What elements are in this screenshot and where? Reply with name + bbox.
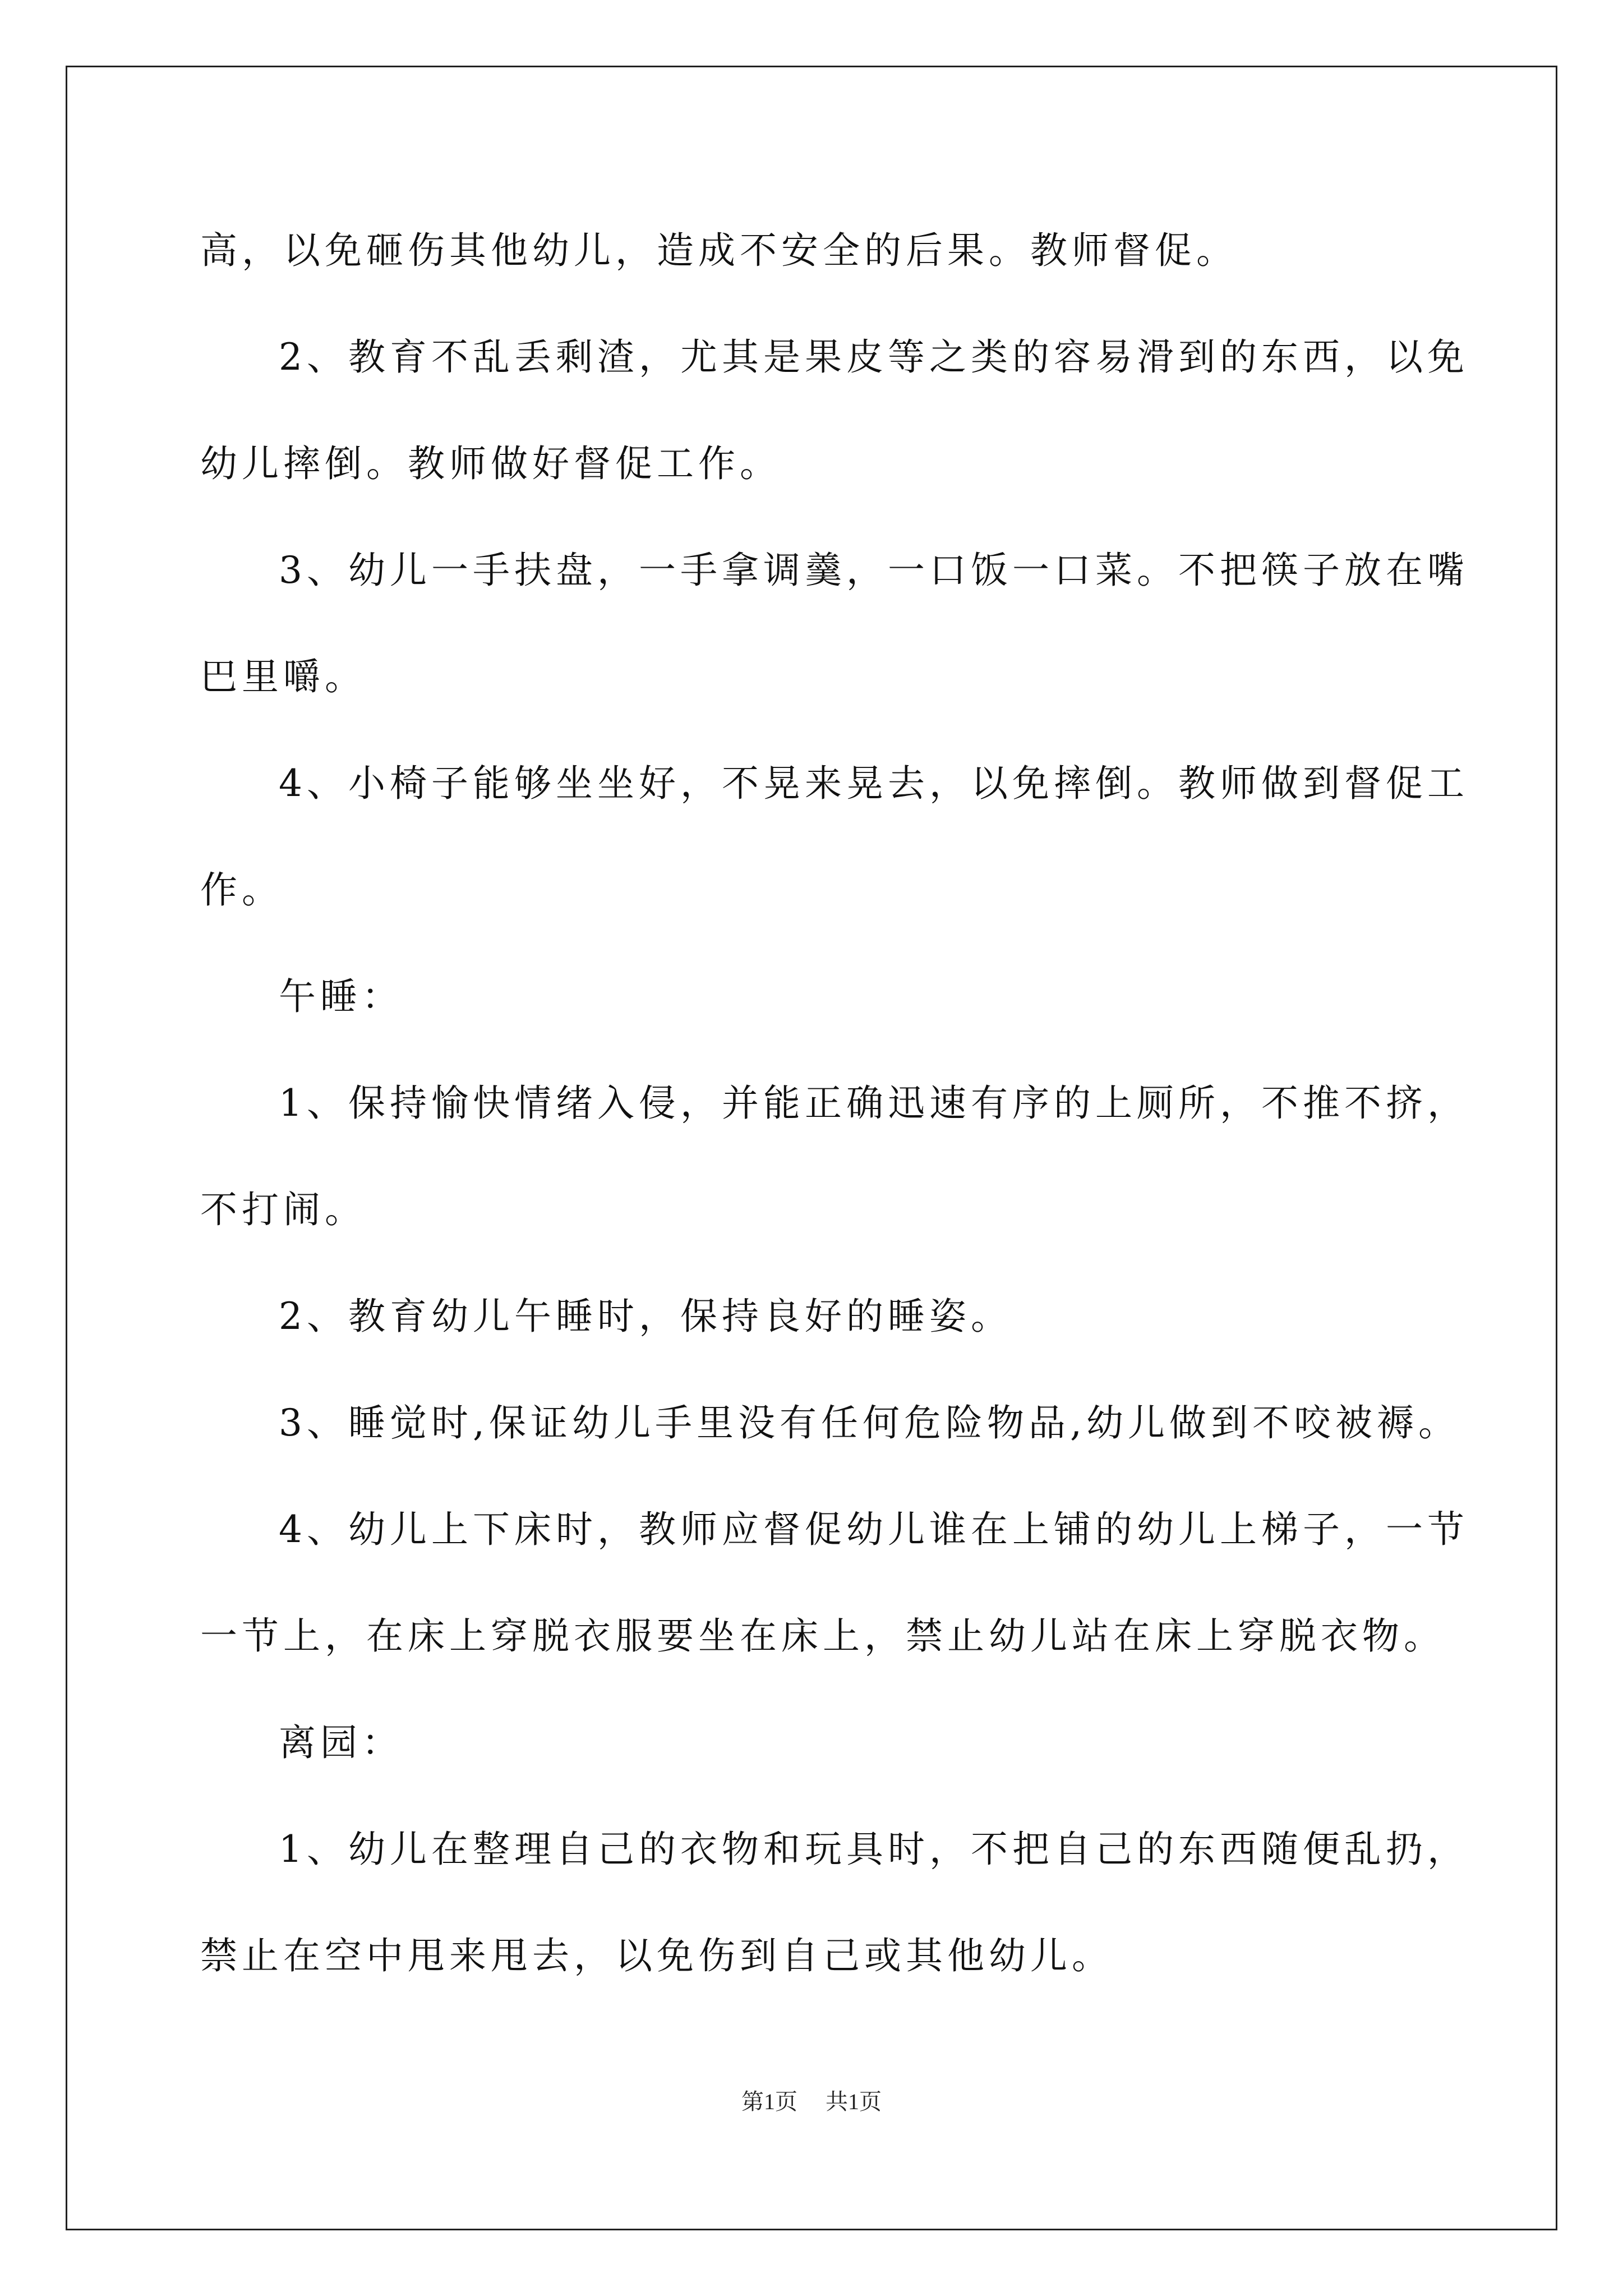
text-line-3: 幼儿摔倒。教师做好督促工作。 bbox=[200, 442, 781, 485]
text-line-14: 一节上，在床上穿脱衣服要坐在床上，禁止幼儿站在床上穿脱衣物。 bbox=[200, 1614, 1445, 1658]
text-line-12: 3、睡觉时,保证幼儿手里没有任何危险物品,幼儿做到不咬被褥。 bbox=[279, 1401, 1460, 1444]
text-line-5: 巴里嚼。 bbox=[200, 655, 366, 698]
text-line-10: 不打闹。 bbox=[200, 1188, 366, 1231]
text-line-9: 1、保持愉快情绪入侵，并能正确迅速有序的上厕所，不推不挤， bbox=[279, 1082, 1469, 1125]
page-number-current: 第1页 bbox=[741, 2089, 797, 2114]
page-border bbox=[66, 66, 1557, 2230]
text-line-4: 3、幼儿一手扶盘，一手拿调羹，一口饭一口菜。不把筷子放在嘴 bbox=[279, 549, 1469, 592]
text-line-13: 4、幼儿上下床时，教师应督促幼儿谁在上铺的幼儿上梯子，一节 bbox=[279, 1508, 1469, 1551]
text-line-1: 高，以免砸伤其他幼儿，造成不安全的后果。教师督促。 bbox=[200, 229, 1238, 272]
text-line-11: 2、教育幼儿午睡时，保持良好的睡姿。 bbox=[279, 1295, 1012, 1338]
text-line-17: 禁止在空中甩来甩去，以免伤到自己或其他幼儿。 bbox=[200, 1934, 1113, 1977]
section-heading-leaving: 离园： bbox=[279, 1721, 403, 1764]
page-footer bbox=[0, 2088, 1623, 2116]
text-line-7: 作。 bbox=[200, 868, 283, 912]
text-line-2: 2、教育不乱丢剩渣，尤其是果皮等之类的容易滑到的东西，以免 bbox=[279, 335, 1469, 379]
text-line-16: 1、幼儿在整理自己的衣物和玩具时，不把自己的东西随便乱扔， bbox=[279, 1828, 1469, 1871]
text-line-6: 4、小椅子能够坐坐好，不晃来晃去，以免摔倒。教师做到督促工 bbox=[279, 762, 1469, 805]
section-heading-nap: 午睡： bbox=[279, 975, 403, 1018]
page-number-total: 共1页 bbox=[826, 2089, 882, 2114]
